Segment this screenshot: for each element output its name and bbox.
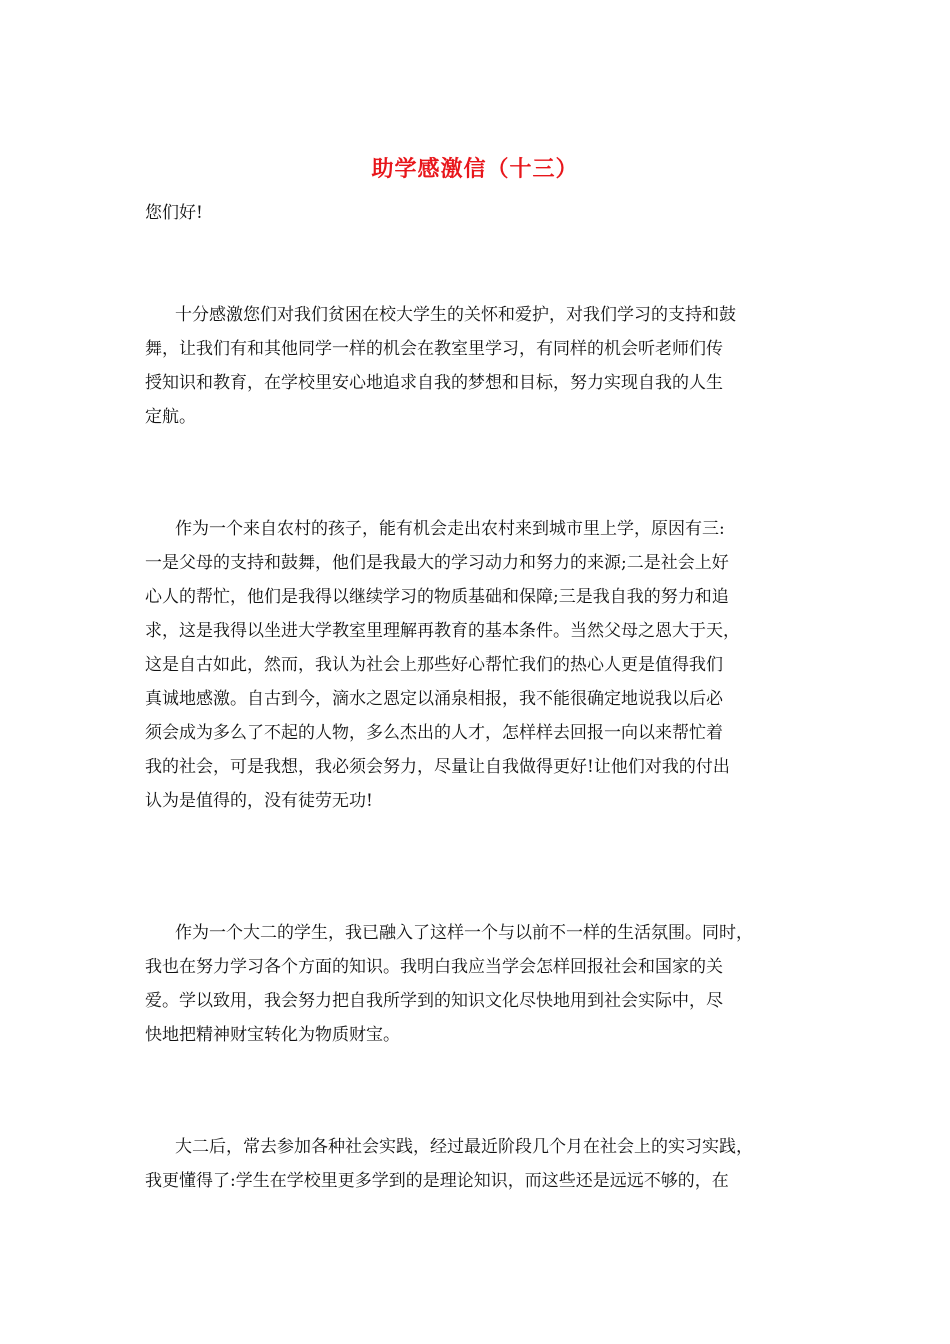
greeting: 您们好! [145, 203, 203, 223]
paragraph-line: 我也在努力学习各个方面的知识。我明白我应当学会怎样回报社会和国家的关 [145, 957, 723, 977]
paragraph-line: 作为一个来自农村的孩子，能有机会走出农村来到城市里上学，原因有三: [175, 519, 725, 539]
paragraph-line: 授知识和教育，在学校里安心地追求自我的梦想和目标，努力实现自我的人生 [145, 373, 723, 393]
document-title: 助学感激信（十三） [371, 156, 579, 182]
paragraph-line: 一是父母的支持和鼓舞，他们是我最大的学习动力和努力的来源;二是社会上好 [145, 553, 729, 573]
paragraph-line: 认为是值得的，没有徒劳无功! [145, 791, 373, 811]
paragraph-line: 舞，让我们有和其他同学一样的机会在教室里学习，有同样的机会听老师们传 [145, 339, 723, 359]
paragraph-line: 心人的帮忙，他们是我得以继续学习的物质基础和保障;三是我自我的努力和追 [145, 587, 729, 607]
paragraph-line: 十分感激您们对我们贫困在校大学生的关怀和爱护，对我们学习的支持和鼓 [175, 305, 736, 325]
paragraph-line: 真诚地感激。自古到今，滴水之恩定以涌泉相报，我不能很确定地说我以后必 [145, 689, 723, 709]
paragraph-line: 大二后，常去参加各种社会实践，经过最近阶段几个月在社会上的实习实践， [175, 1137, 753, 1157]
paragraph-line: 须会成为多么了不起的人物，多么杰出的人才，怎样样去回报一向以来帮忙着 [145, 723, 723, 743]
paragraph-line: 定航。 [145, 407, 196, 427]
paragraph-line: 爱。学以致用，我会努力把自我所学到的知识文化尽快地用到社会实际中，尽 [145, 991, 723, 1011]
paragraph-line: 我的社会，可是我想，我必须会努力，尽量让自我做得更好!让他们对我的付出 [145, 757, 730, 777]
paragraph-4 [145, 1130, 815, 1198]
paragraph-line: 作为一个大二的学生，我已融入了这样一个与以前不一样的生活氛围。同时， [175, 923, 753, 943]
paragraph-line: 我更懂得了:学生在学校里更多学到的是理论知识，而这些还是远远不够的，在 [145, 1171, 729, 1191]
paragraph-line: 这是自古如此，然而，我认为社会上那些好心帮忙我们的热心人更是值得我们 [145, 655, 723, 675]
paragraph-line: 求，这是我得以坐进大学教室里理解再教育的基本条件。当然父母之恩大于天， [145, 621, 740, 641]
paragraph-1 [145, 298, 815, 434]
paragraph-2 [145, 512, 815, 818]
paragraph-3 [145, 916, 815, 1052]
paragraph-line: 快地把精神财宝转化为物质财宝。 [145, 1025, 400, 1045]
